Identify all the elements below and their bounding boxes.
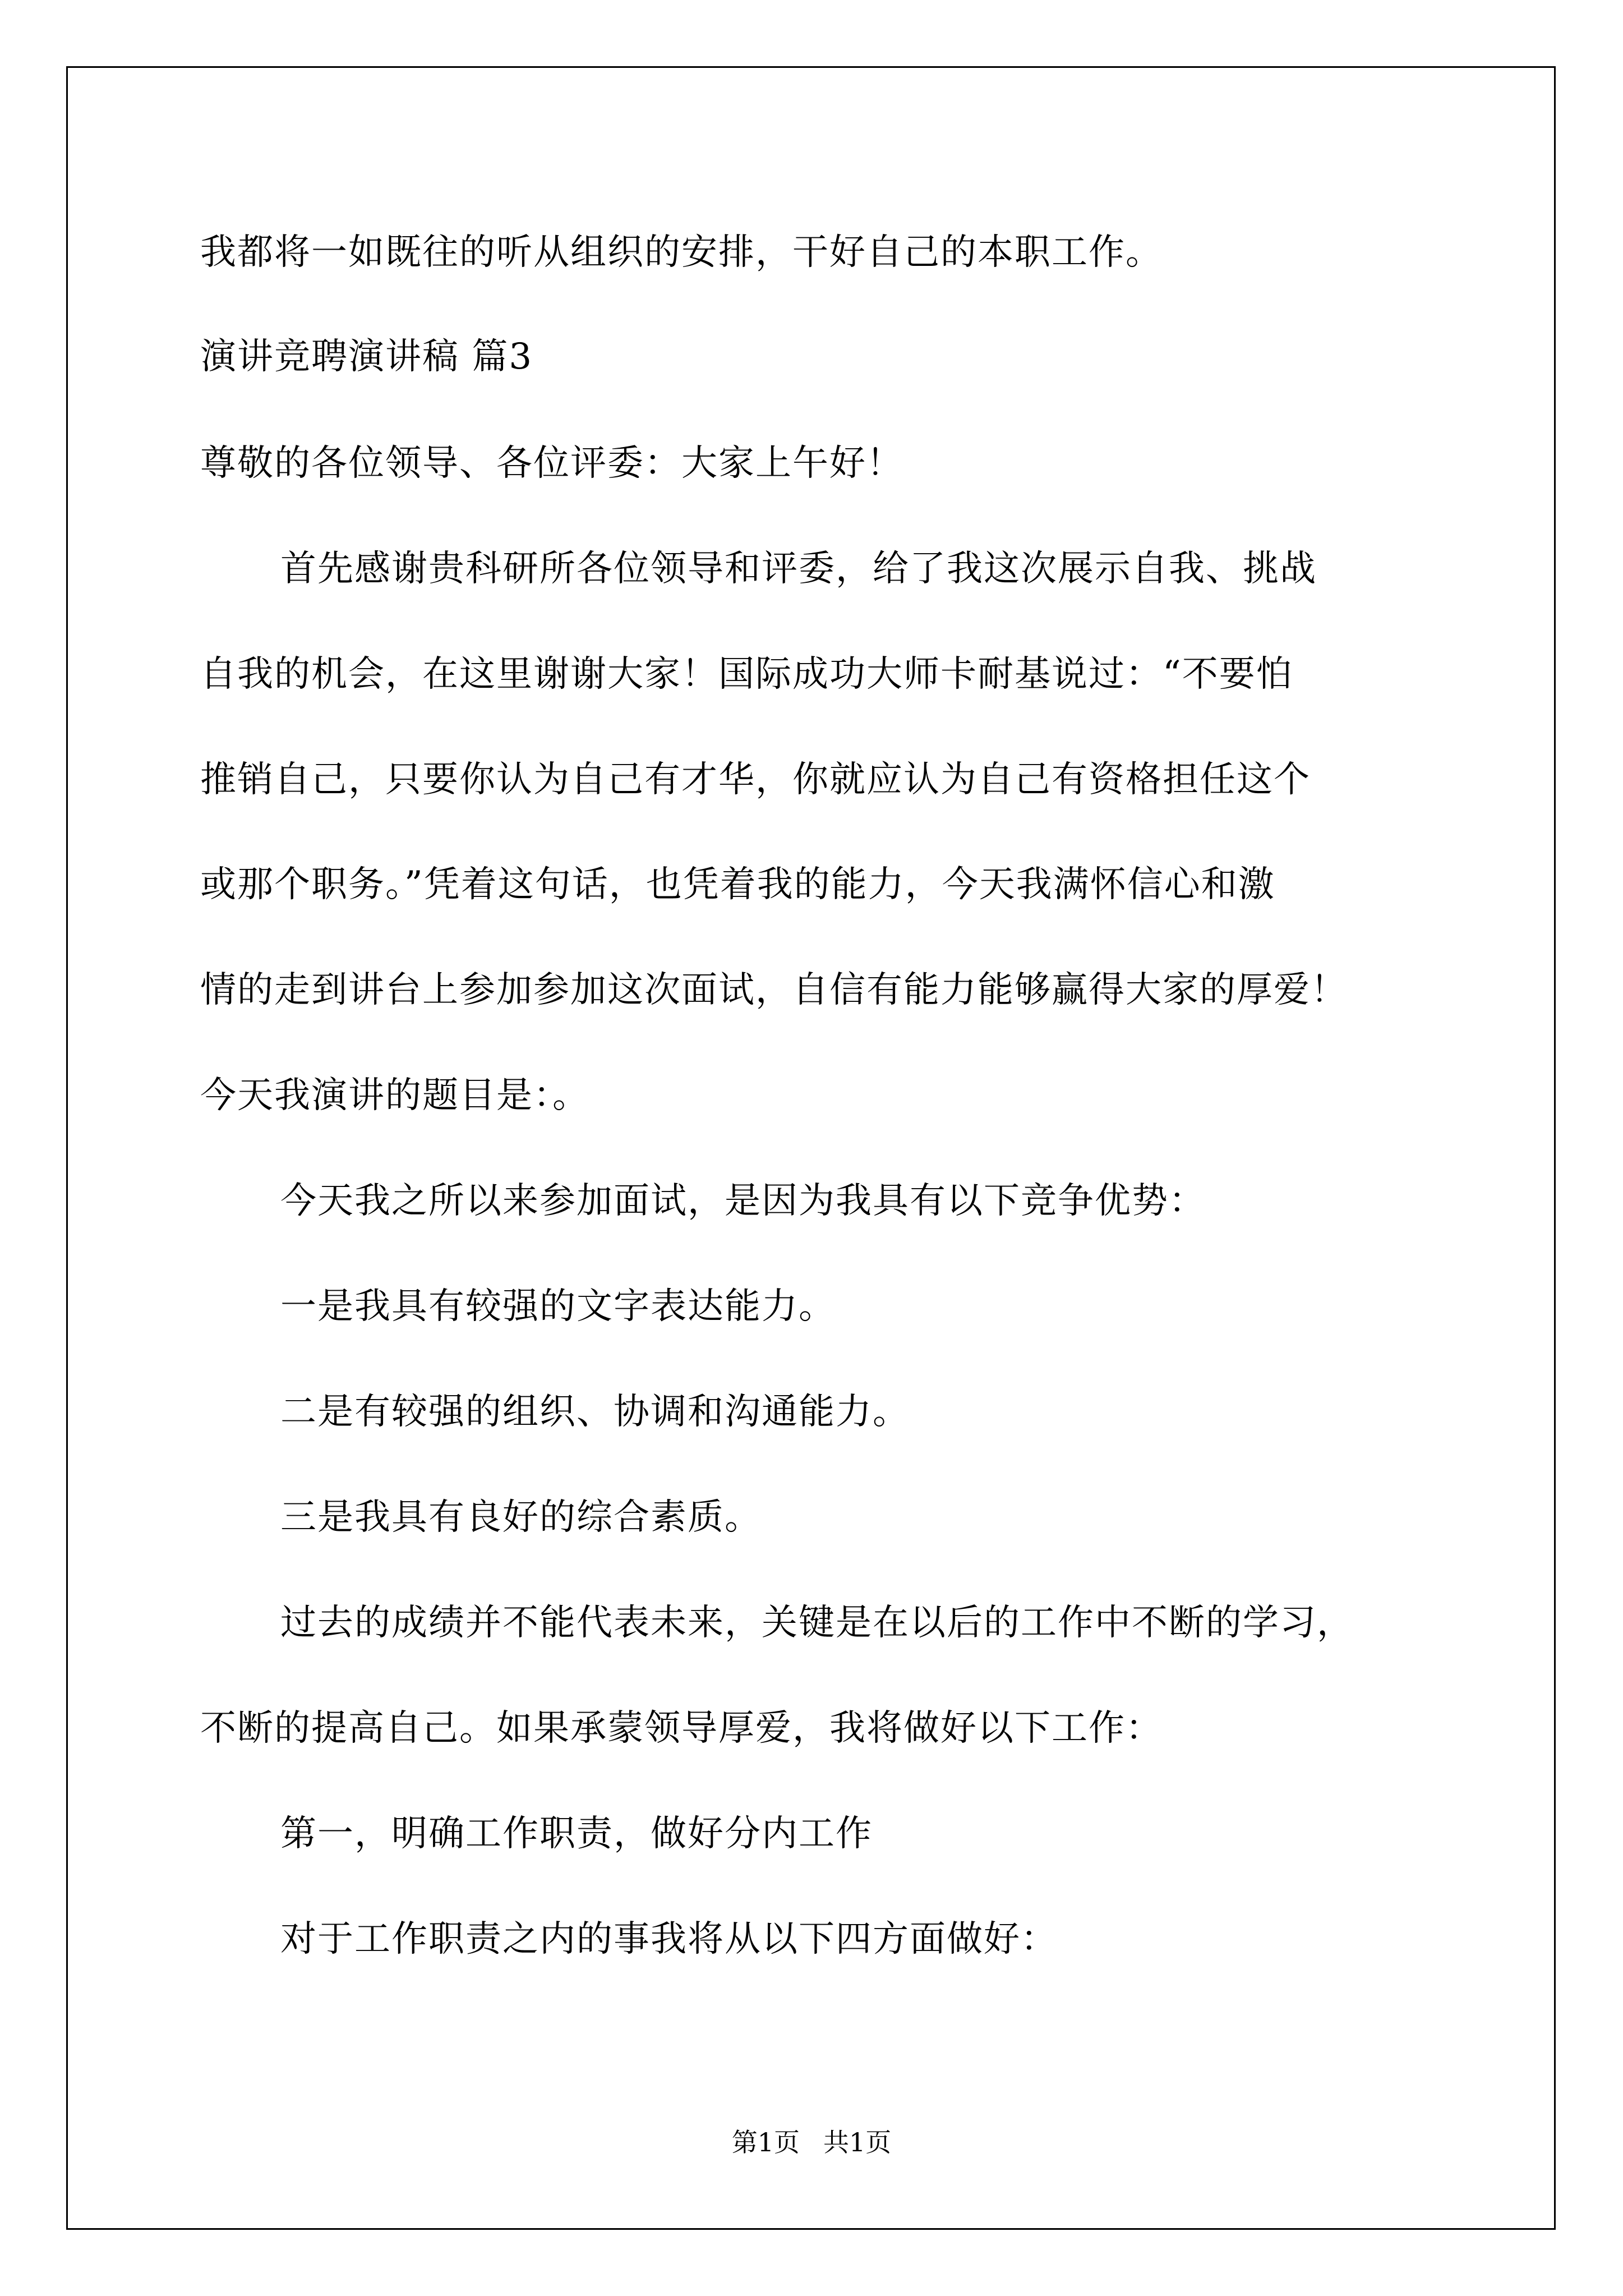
page-border	[66, 66, 1556, 2230]
list-item: 二是有较强的组织、协调和沟通能力。	[280, 1391, 910, 1433]
paragraph-line: 我都将一如既往的听从组织的安排，干好自己的本职工作。	[200, 232, 1163, 273]
paragraph-line: 首先感谢贵科研所各位领导和评委，给了我这次展示自我、挑战	[280, 548, 1317, 590]
page-number: 第1页	[731, 2127, 800, 2157]
paragraph-line: 过去的成绩并不能代表未来，关键是在以后的工作中不断的学习，	[280, 1602, 1354, 1644]
page-total: 共1页	[823, 2127, 892, 2157]
paragraph-line: 或那个职务。”凭着这句话，也凭着我的能力，今天我满怀信心和激	[200, 864, 1275, 905]
paragraph-line: 不断的提高自己。如果承蒙领导厚爱，我将做好以下工作：	[200, 1708, 1163, 1749]
paragraph-line: 今天我之所以来参加面试，是因为我具有以下竞争优势：	[280, 1180, 1206, 1222]
list-item: 一是我具有较强的文字表达能力。	[280, 1286, 836, 1327]
paragraph-line: 自我的机会，在这里谢谢大家！国际成功大师卡耐基说过：“不要怕	[200, 654, 1293, 695]
page-footer	[0, 2127, 1623, 2158]
section-heading: 演讲竞聘演讲稿 篇3	[200, 336, 533, 378]
paragraph-line: 情的走到讲台上参加参加这次面试，自信有能力能够赢得大家的厚爱！	[200, 969, 1348, 1011]
subheading: 第一，明确工作职责，做好分内工作	[280, 1813, 873, 1855]
paragraph-line: 今天我演讲的题目是：。	[200, 1075, 589, 1116]
paragraph-line: 对于工作职责之内的事我将从以下四方面做好：	[280, 1918, 1058, 1960]
list-item: 三是我具有良好的综合素质。	[280, 1497, 762, 1538]
paragraph-line: 推销自己，只要你认为自己有才华，你就应认为自己有资格担任这个	[200, 759, 1311, 800]
salutation: 尊敬的各位领导、各位评委：大家上午好！	[200, 443, 903, 484]
